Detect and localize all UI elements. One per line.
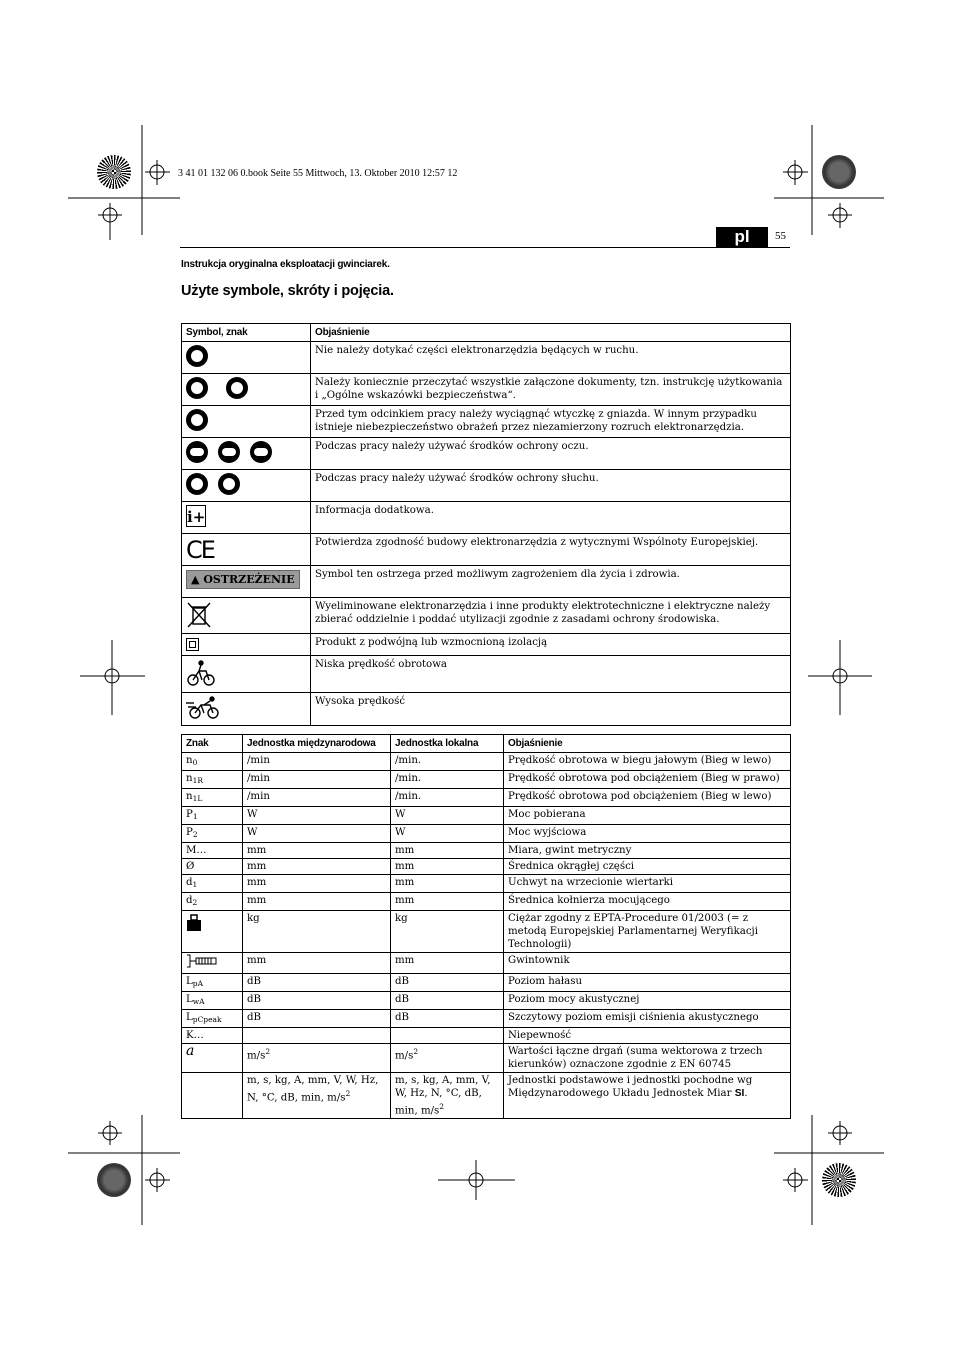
explanation-cell — [504, 1010, 791, 1028]
symbol-cell — [182, 534, 311, 566]
explanation-text: Ciężar zgodny z EPTA-Procedure 01/2003 (= z metodą Europejskiej Parlamentarnej Weryfikacji Technologii) — [508, 913, 758, 950]
document-subtitle: Instrukcja oryginalna eksploatacji gwinciarek. — [181, 259, 390, 270]
local-unit-cell-text: /min. — [395, 791, 422, 802]
table-row — [182, 438, 791, 470]
intl-unit-cell — [243, 807, 391, 825]
intl-unit-cell — [243, 875, 391, 893]
si-abbreviation: SI — [734, 1088, 745, 1099]
double-insulation-icon — [186, 638, 199, 651]
explanation-cell: Informacja dodatkowa. — [311, 502, 791, 534]
explanation-text: Prędkość obrotowa w biegu jałowym (Bieg w lewo) — [508, 755, 772, 766]
explanation-text: Poziom mocy akustycznej — [508, 994, 640, 1005]
explanation-text: Prędkość obrotowa pod obciążeniem (Bieg w lewo) — [508, 791, 772, 802]
ce-mark-icon: CE — [186, 536, 214, 564]
intl-unit-cell-text: dB — [247, 1012, 262, 1023]
table-row — [182, 859, 791, 875]
explanation-cell — [504, 953, 791, 974]
explanation-cell: Produkt z podwójną lub wzmocnioną izolacją — [311, 634, 791, 656]
explanation-cell: Przed tym odcinkiem pracy należy wyciągnąć wtyczkę z gniazda. W innym przypadku istnieje niebezpieczeństwo obrażeń przez niezamierzony rozruch elektronarzędzia. — [311, 406, 791, 438]
tap-icon — [186, 954, 218, 968]
intl-unit-cell — [243, 825, 391, 843]
slow-bicycle-icon — [186, 658, 216, 688]
explanation-text: Uchwyt na wrzecionie wiertarki — [508, 877, 674, 888]
local-unit-cell — [391, 992, 504, 1010]
explanation-text: Wartości łączne drgań (suma wektorowa z trzech kierunków) oznaczone zgodnie z EN 60745 — [508, 1046, 763, 1070]
intl-unit-cell-text: mm — [247, 877, 267, 888]
intl-unit-cell-text: mm — [247, 861, 267, 872]
intl-unit-cell-text: dB — [247, 976, 262, 987]
local-unit-cell — [391, 893, 504, 911]
intl-unit-cell-text: W — [247, 827, 258, 838]
explanation-cell — [504, 992, 791, 1010]
local-unit-cell — [391, 1010, 504, 1028]
sign-symbol: d — [186, 877, 193, 888]
sign-cell — [182, 789, 243, 807]
fast-bicycle-icon — [186, 695, 222, 721]
table-row — [182, 1044, 791, 1073]
explanation-cell — [504, 807, 791, 825]
unit-superscript: 2 — [265, 1047, 271, 1056]
symbol-cell — [182, 438, 311, 470]
intl-unit-cell — [243, 843, 391, 859]
weight-icon — [186, 914, 202, 932]
table-row — [182, 634, 791, 656]
explanation-text: Prędkość obrotowa pod obciążeniem (Bieg w prawo) — [508, 773, 780, 784]
table-row — [182, 502, 791, 534]
local-unit-cell — [391, 1044, 504, 1073]
sign-symbol: d — [186, 895, 193, 906]
sign-subscript: 1R — [192, 776, 203, 785]
symbol-cell — [182, 374, 311, 406]
header-local-unit: Jednostka lokalna — [391, 735, 504, 753]
local-unit-cell — [391, 753, 504, 771]
symbol-cell — [182, 598, 311, 634]
local-unit-cell-text: m/s — [395, 1050, 414, 1062]
table-row — [182, 1073, 791, 1119]
sign-symbol: L — [186, 994, 193, 1005]
face-shield-icon — [218, 441, 240, 463]
table-row — [182, 753, 791, 771]
explanation-cell: Wyeliminowane elektronarzędzia i inne produkty elektrotechniczne i elektryczne należy zbierać oddzielnie i poddać utylizacji zgodnie z zasadami ochrony środowiska. — [311, 598, 791, 634]
sign-subscript: pCpeak — [192, 1015, 222, 1024]
explanation-cell — [504, 825, 791, 843]
sign-symbol: Ø — [186, 861, 195, 872]
language-badge: pl — [716, 227, 768, 247]
explanation-text: Szczytowy poziom emisji ciśnienia akustycznego — [508, 1012, 759, 1023]
sign-subscript: 1 — [192, 880, 198, 889]
local-unit-cell-text: dB — [395, 994, 410, 1005]
sign-cell — [182, 1010, 243, 1028]
table-row — [182, 470, 791, 502]
sign-symbol: M… — [186, 845, 207, 856]
explanation-text: Poziom hałasu — [508, 976, 583, 987]
ear-muffs-icon — [218, 473, 240, 495]
explanation-text: Jednostki podstawowe i jednostki pochodne wg Międzynarodowego Układu Jednostek Miar — [508, 1075, 753, 1099]
table-row — [182, 656, 791, 693]
sign-cell — [182, 893, 243, 911]
explanation-cell: Wysoka prędkość — [311, 693, 791, 726]
local-unit-cell — [391, 859, 504, 875]
local-unit-cell-text: W — [395, 827, 406, 838]
page-number: 55 — [775, 230, 786, 242]
sign-subscript: wA — [192, 997, 205, 1006]
book-icon — [226, 377, 248, 399]
sign-symbol: n — [186, 773, 193, 784]
explanation-cell — [504, 859, 791, 875]
local-unit-cell-text: mm — [395, 895, 415, 906]
explanation-cell: Niska prędkość obrotowa — [311, 656, 791, 693]
sign-symbol: n — [186, 755, 193, 766]
read-manual-icon — [186, 377, 208, 399]
info-icon: i+ — [186, 505, 206, 527]
explanation-cell — [504, 875, 791, 893]
intl-unit-cell-text: /min — [247, 755, 270, 766]
intl-unit-cell-text: m/s — [247, 1050, 266, 1062]
sign-cell — [182, 859, 243, 875]
intl-unit-cell — [243, 753, 391, 771]
explanation-cell — [504, 1044, 791, 1073]
table-row — [182, 1010, 791, 1028]
explanation-cell — [504, 753, 791, 771]
file-header: 3 41 01 132 06 0.book Seite 55 Mittwoch, 13. Oktober 2010 12:57 12 — [178, 168, 458, 179]
symbol-cell — [182, 656, 311, 693]
unit-superscript: 2 — [413, 1047, 419, 1056]
intl-unit-cell — [243, 1044, 391, 1073]
intl-unit-cell — [243, 911, 391, 953]
local-unit-cell-text: dB — [395, 1012, 410, 1023]
local-unit-cell — [391, 1028, 504, 1044]
intl-unit-cell — [243, 789, 391, 807]
section-title: Użyte symbole, skróty i pojęcia. — [181, 283, 394, 299]
local-unit-cell-text: mm — [395, 845, 415, 856]
table-row — [182, 374, 791, 406]
symbols-table — [181, 323, 791, 726]
sign-subscript: 2 — [192, 898, 198, 907]
table-row — [182, 911, 791, 953]
unplug-icon — [186, 409, 208, 431]
explanation-cell — [504, 1073, 791, 1119]
local-unit-cell-text: mm — [395, 861, 415, 872]
explanation-text: Miara, gwint metryczny — [508, 845, 632, 856]
sign-subscript: pA — [192, 979, 203, 988]
unit-superscript: 2 — [345, 1089, 351, 1098]
explanation-text: Niepewność — [508, 1030, 572, 1041]
explanation-text: Średnica okrągłej części — [508, 861, 635, 872]
explanation-cell — [504, 893, 791, 911]
sign-subscript: 0 — [192, 758, 198, 767]
intl-unit-cell-text: mm — [247, 895, 267, 906]
explanation-cell — [504, 974, 791, 992]
intl-unit-cell-text: /min — [247, 773, 270, 784]
goggles-icon — [186, 441, 208, 463]
sign-cell — [182, 807, 243, 825]
symbol-cell — [182, 693, 311, 726]
intl-unit-cell-text: dB — [247, 994, 262, 1005]
sign-cell — [182, 992, 243, 1010]
symbol-cell — [182, 634, 311, 656]
table-row — [182, 992, 791, 1010]
table-header-row — [182, 735, 791, 753]
sign-cell — [182, 875, 243, 893]
table-row — [182, 875, 791, 893]
header-rule — [180, 247, 790, 248]
intl-unit-cell-text: mm — [247, 955, 267, 966]
table-row — [182, 1028, 791, 1044]
local-unit-cell-text: m, s, kg, A, mm, V, W, Hz, N, °C, dB, min, m/s — [395, 1075, 491, 1117]
sign-symbol: K… — [186, 1030, 204, 1041]
table-row — [182, 789, 791, 807]
intl-unit-cell — [243, 893, 391, 911]
sign-cell — [182, 825, 243, 843]
explanation-text: Średnica kołnierza mocującego — [508, 895, 670, 906]
local-unit-cell-text: mm — [395, 877, 415, 888]
intl-unit-cell-text: mm — [247, 845, 267, 856]
intl-unit-cell — [243, 992, 391, 1010]
header-explanation: Objaśnienie — [311, 324, 791, 342]
sign-symbol: a — [186, 1043, 195, 1059]
sign-subscript: 1 — [192, 812, 198, 821]
table-row — [182, 843, 791, 859]
sign-cell — [182, 843, 243, 859]
table-row — [182, 534, 791, 566]
warning-badge — [186, 570, 300, 589]
local-unit-cell — [391, 807, 504, 825]
sign-symbol: L — [186, 1012, 193, 1023]
intl-unit-cell-text: /min — [247, 791, 270, 802]
local-unit-cell — [391, 843, 504, 859]
sign-cell — [182, 1044, 243, 1073]
explanation-cell: Należy koniecznie przeczytać wszystkie załączone dokumenty, tzn. instrukcję użytkowania i „Ogólne wskazówki bezpieczeństwa“. — [311, 374, 791, 406]
local-unit-cell-text: W — [395, 809, 406, 820]
explanation-cell: Symbol ten ostrzega przed możliwym zagrożeniem dla życia i zdrowia. — [311, 566, 791, 598]
warning-label: OSTRZEŻENIE — [203, 573, 295, 586]
explanation-text: Moc wyjściowa — [508, 827, 587, 838]
sign-symbol: n — [186, 791, 193, 802]
warning-triangle-icon: ▲ — [191, 573, 200, 586]
sign-symbol: L — [186, 976, 193, 987]
sign-subscript: 1L — [192, 794, 203, 803]
header-sign: Znak — [182, 735, 243, 753]
intl-unit-cell — [243, 1073, 391, 1119]
explanation-cell — [504, 911, 791, 953]
local-unit-cell — [391, 1073, 504, 1119]
local-unit-cell-text: /min. — [395, 773, 422, 784]
sign-symbol: P — [186, 809, 193, 820]
intl-unit-cell-text: W — [247, 809, 258, 820]
explanation-cell: Potwierdza zgodność budowy elektronarzędzia z wytycznymi Wspólnoty Europejskiej. — [311, 534, 791, 566]
explanation-cell: Podczas pracy należy używać środków ochrony oczu. — [311, 438, 791, 470]
sign-cell — [182, 1028, 243, 1044]
symbol-cell — [182, 470, 311, 502]
local-unit-cell-text: kg — [395, 913, 408, 924]
local-unit-cell — [391, 789, 504, 807]
header-symbol: Symbol, znak — [182, 324, 311, 342]
explanation-cell: Nie należy dotykać części elektronarzędzia będących w ruchu. — [311, 342, 791, 374]
safety-glasses-icon — [250, 441, 272, 463]
explanation-cell — [504, 843, 791, 859]
symbol-cell — [182, 342, 311, 374]
table-row — [182, 693, 791, 726]
table-row — [182, 825, 791, 843]
intl-unit-cell — [243, 859, 391, 875]
local-unit-cell-text: /min. — [395, 755, 422, 766]
table-header-row — [182, 324, 791, 342]
table-row — [182, 953, 791, 974]
table-row — [182, 406, 791, 438]
table-row — [182, 598, 791, 634]
local-unit-cell-text: mm — [395, 955, 415, 966]
table-row — [182, 974, 791, 992]
sign-cell — [182, 953, 243, 974]
table-row — [182, 342, 791, 374]
table-row — [182, 771, 791, 789]
local-unit-cell — [391, 911, 504, 953]
sign-cell — [182, 771, 243, 789]
explanation-text: Moc pobierana — [508, 809, 586, 820]
local-unit-cell — [391, 825, 504, 843]
explanation-cell — [504, 1028, 791, 1044]
explanation-cell — [504, 771, 791, 789]
local-unit-cell — [391, 875, 504, 893]
intl-unit-cell-text: kg — [247, 913, 260, 924]
crossed-bin-icon — [186, 601, 212, 629]
sign-subscript: 2 — [192, 830, 198, 839]
sign-symbol: P — [186, 827, 193, 838]
header-explanation: Objaśnienie — [504, 735, 791, 753]
table-row — [182, 807, 791, 825]
sign-cell — [182, 911, 243, 953]
intl-unit-cell-text: m, s, kg, A, mm, V, W, Hz, N, °C, dB, min, m/s — [247, 1075, 379, 1104]
explanation-text: Gwintownik — [508, 955, 570, 966]
explanation-cell — [504, 789, 791, 807]
intl-unit-cell — [243, 771, 391, 789]
symbol-cell — [182, 502, 311, 534]
sign-cell — [182, 1073, 243, 1119]
symbol-cell — [182, 566, 311, 598]
unit-superscript: 2 — [439, 1102, 445, 1111]
ear-protection-icon — [186, 473, 208, 495]
explanation-cell: Podczas pracy należy używać środków ochrony słuchu. — [311, 470, 791, 502]
intl-unit-cell — [243, 1028, 391, 1044]
intl-unit-cell — [243, 1010, 391, 1028]
local-unit-cell — [391, 771, 504, 789]
sign-cell — [182, 753, 243, 771]
header-intl-unit: Jednostka międzynarodowa — [243, 735, 391, 753]
local-unit-cell-text: dB — [395, 976, 410, 987]
no-touch-icon — [186, 345, 208, 367]
sign-cell — [182, 974, 243, 992]
intl-unit-cell — [243, 953, 391, 974]
table-row — [182, 566, 791, 598]
table-row — [182, 893, 791, 911]
symbol-cell — [182, 406, 311, 438]
local-unit-cell — [391, 953, 504, 974]
intl-unit-cell — [243, 974, 391, 992]
explanation-end: . — [744, 1088, 748, 1099]
local-unit-cell — [391, 974, 504, 992]
units-table — [181, 734, 791, 1119]
